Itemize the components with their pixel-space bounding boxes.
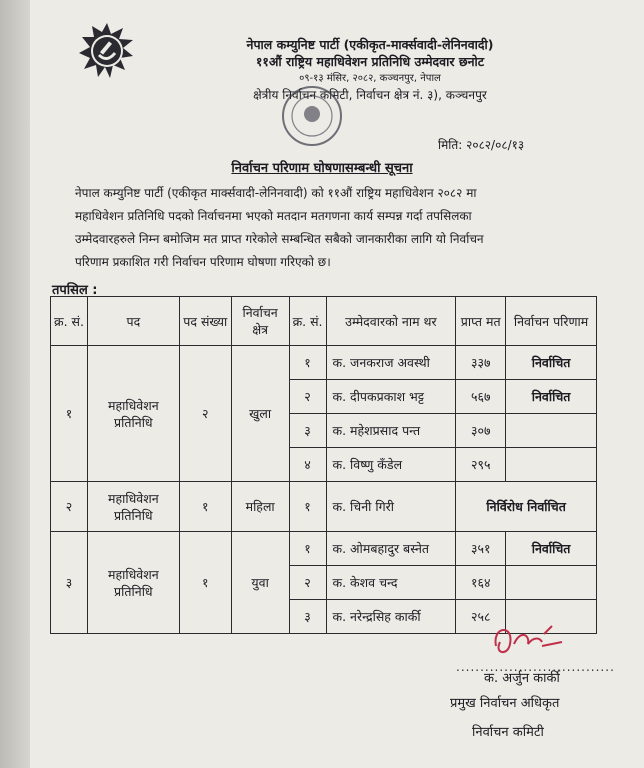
candidate-sn: ३ [289, 600, 326, 634]
body-line: परिणाम प्रकाशित गरी निर्वाचन परिणाम घोषणा गरिएको छ। [75, 255, 331, 269]
group-post: महाधिवेशन प्रतिनिधि [87, 532, 179, 634]
candidate-name: क. महेशप्रसाद पन्त [326, 414, 456, 448]
candidate-votes: २५८ [456, 600, 506, 634]
group-area: खुला [231, 346, 289, 482]
table-row [51, 482, 597, 532]
candidate-result: निर्वाचित [506, 532, 597, 566]
col-header-votes: प्राप्त मत [456, 297, 506, 346]
group-seats: १ [179, 532, 231, 634]
group-seats: १ [179, 482, 231, 532]
col-header-area: निर्वाचन क्षेत्र [231, 297, 289, 346]
party-name: नेपाल कम्युनिष्ट पार्टी (एकीकृत-मार्क्सवादी-लेनिनवादी) [246, 37, 494, 52]
candidate-name: क. ओमबहादुर बस्नेत [326, 532, 456, 566]
group-area: युवा [231, 532, 289, 634]
candidate-result: निर्वाचित [506, 380, 597, 414]
candidate-sn: २ [289, 380, 326, 414]
col-header-result: निर्वाचन परिणाम [506, 297, 597, 346]
candidate-name: क. विष्णु कँडेल [326, 448, 456, 482]
candidate-result: निर्विरोध निर्वाचित [456, 482, 597, 532]
candidate-sn: १ [289, 482, 326, 532]
event-address: ०९-१३ मंसिर, २०८२, कञ्चनपुर, नेपाल [299, 73, 441, 84]
group-sn: १ [51, 346, 88, 482]
party-logo-icon [78, 22, 136, 80]
candidate-votes: २९५ [456, 448, 506, 482]
body-line: महाधिवेशन प्रतिनिधि पदको निर्वाचनमा भएको मतदान मतगणना कार्य सम्पन्न गर्दा तपसिलका [75, 209, 472, 223]
candidate-name: क. जनकराज अवस्थी [326, 346, 456, 380]
page-shadow [0, 0, 30, 768]
candidate-name: क. चिनी गिरी [326, 482, 456, 532]
candidate-name: क. केशव चन्द [326, 566, 456, 600]
candidate-sn: २ [289, 566, 326, 600]
group-sn: ३ [51, 532, 88, 634]
tapsil-label: तपसिल : [52, 283, 98, 298]
candidate-result: निर्वाचित [506, 346, 597, 380]
signatory-committee: निर्वाचन कमिटी [472, 725, 544, 740]
col-header-name: उम्मेदवारको नाम थर [326, 297, 456, 346]
group-seats: २ [179, 346, 231, 482]
notice-body [75, 182, 595, 274]
col-header-post: पद [87, 297, 179, 346]
col-header-seats: पद संख्या [179, 297, 231, 346]
candidate-votes: ३३७ [456, 346, 506, 380]
group-sn: २ [51, 482, 88, 532]
candidate-result [506, 448, 597, 482]
col-header-csn: क्र. सं. [289, 297, 326, 346]
candidate-result [506, 414, 597, 448]
candidate-sn: ३ [289, 414, 326, 448]
candidate-name: क. नरेन्द्रसिह कार्की [326, 600, 456, 634]
signature-line: ................................. [456, 660, 615, 674]
candidate-name: क. दीपकप्रकाश भट्ट [326, 380, 456, 414]
col-header-sn: क्र. सं. [51, 297, 88, 346]
notice-date: मिति: २०८२/०८/१३ [438, 138, 525, 152]
notice-title: निर्वाचन परिणाम घोषणासम्बन्धी सूचना [231, 161, 413, 176]
signatory-post: प्रमुख निर्वाचन अधिकृत [450, 696, 560, 711]
group-post: महाधिवेशन प्रतिनिधि [87, 482, 179, 532]
candidate-votes: १६४ [456, 566, 506, 600]
table-row [51, 532, 597, 566]
table-header-row [51, 297, 597, 346]
committee-seal [280, 84, 344, 148]
candidate-sn: ४ [289, 448, 326, 482]
body-line: उम्मेदवारहरुले निम्न बमोजिम मत प्राप्त गरेकोले सम्बन्धित सबैको जानकारीका लागि यो निर्वाचन [75, 232, 484, 246]
table-row [51, 346, 597, 380]
candidate-votes: ३५१ [456, 532, 506, 566]
candidate-result [506, 566, 597, 600]
body-line: नेपाल कम्युनिष्ट पार्टी (एकीकृत मार्क्सवादी-लेनिनवादी) को ११औं राष्ट्रिय महाधिवेशन २०८२ मा [75, 186, 477, 200]
candidate-sn: १ [289, 532, 326, 566]
event-title: ११औं राष्ट्रिय महाधिवेशन प्रतिनिधि उम्मेदवार छनोट [255, 54, 485, 69]
group-post: महाधिवेशन प्रतिनिधि [87, 346, 179, 482]
candidate-votes: ३०७ [456, 414, 506, 448]
candidate-sn: १ [289, 346, 326, 380]
results-table [50, 296, 597, 634]
candidate-votes: ५६७ [456, 380, 506, 414]
group-area: महिला [231, 482, 289, 532]
signatory-name: क. अर्जुन कार्की [484, 671, 560, 686]
committee-name: क्षेत्रीय निर्वाचन कमिटी, निर्वाचन क्षेत्र नं. ३), कञ्चनपुर [253, 88, 487, 102]
